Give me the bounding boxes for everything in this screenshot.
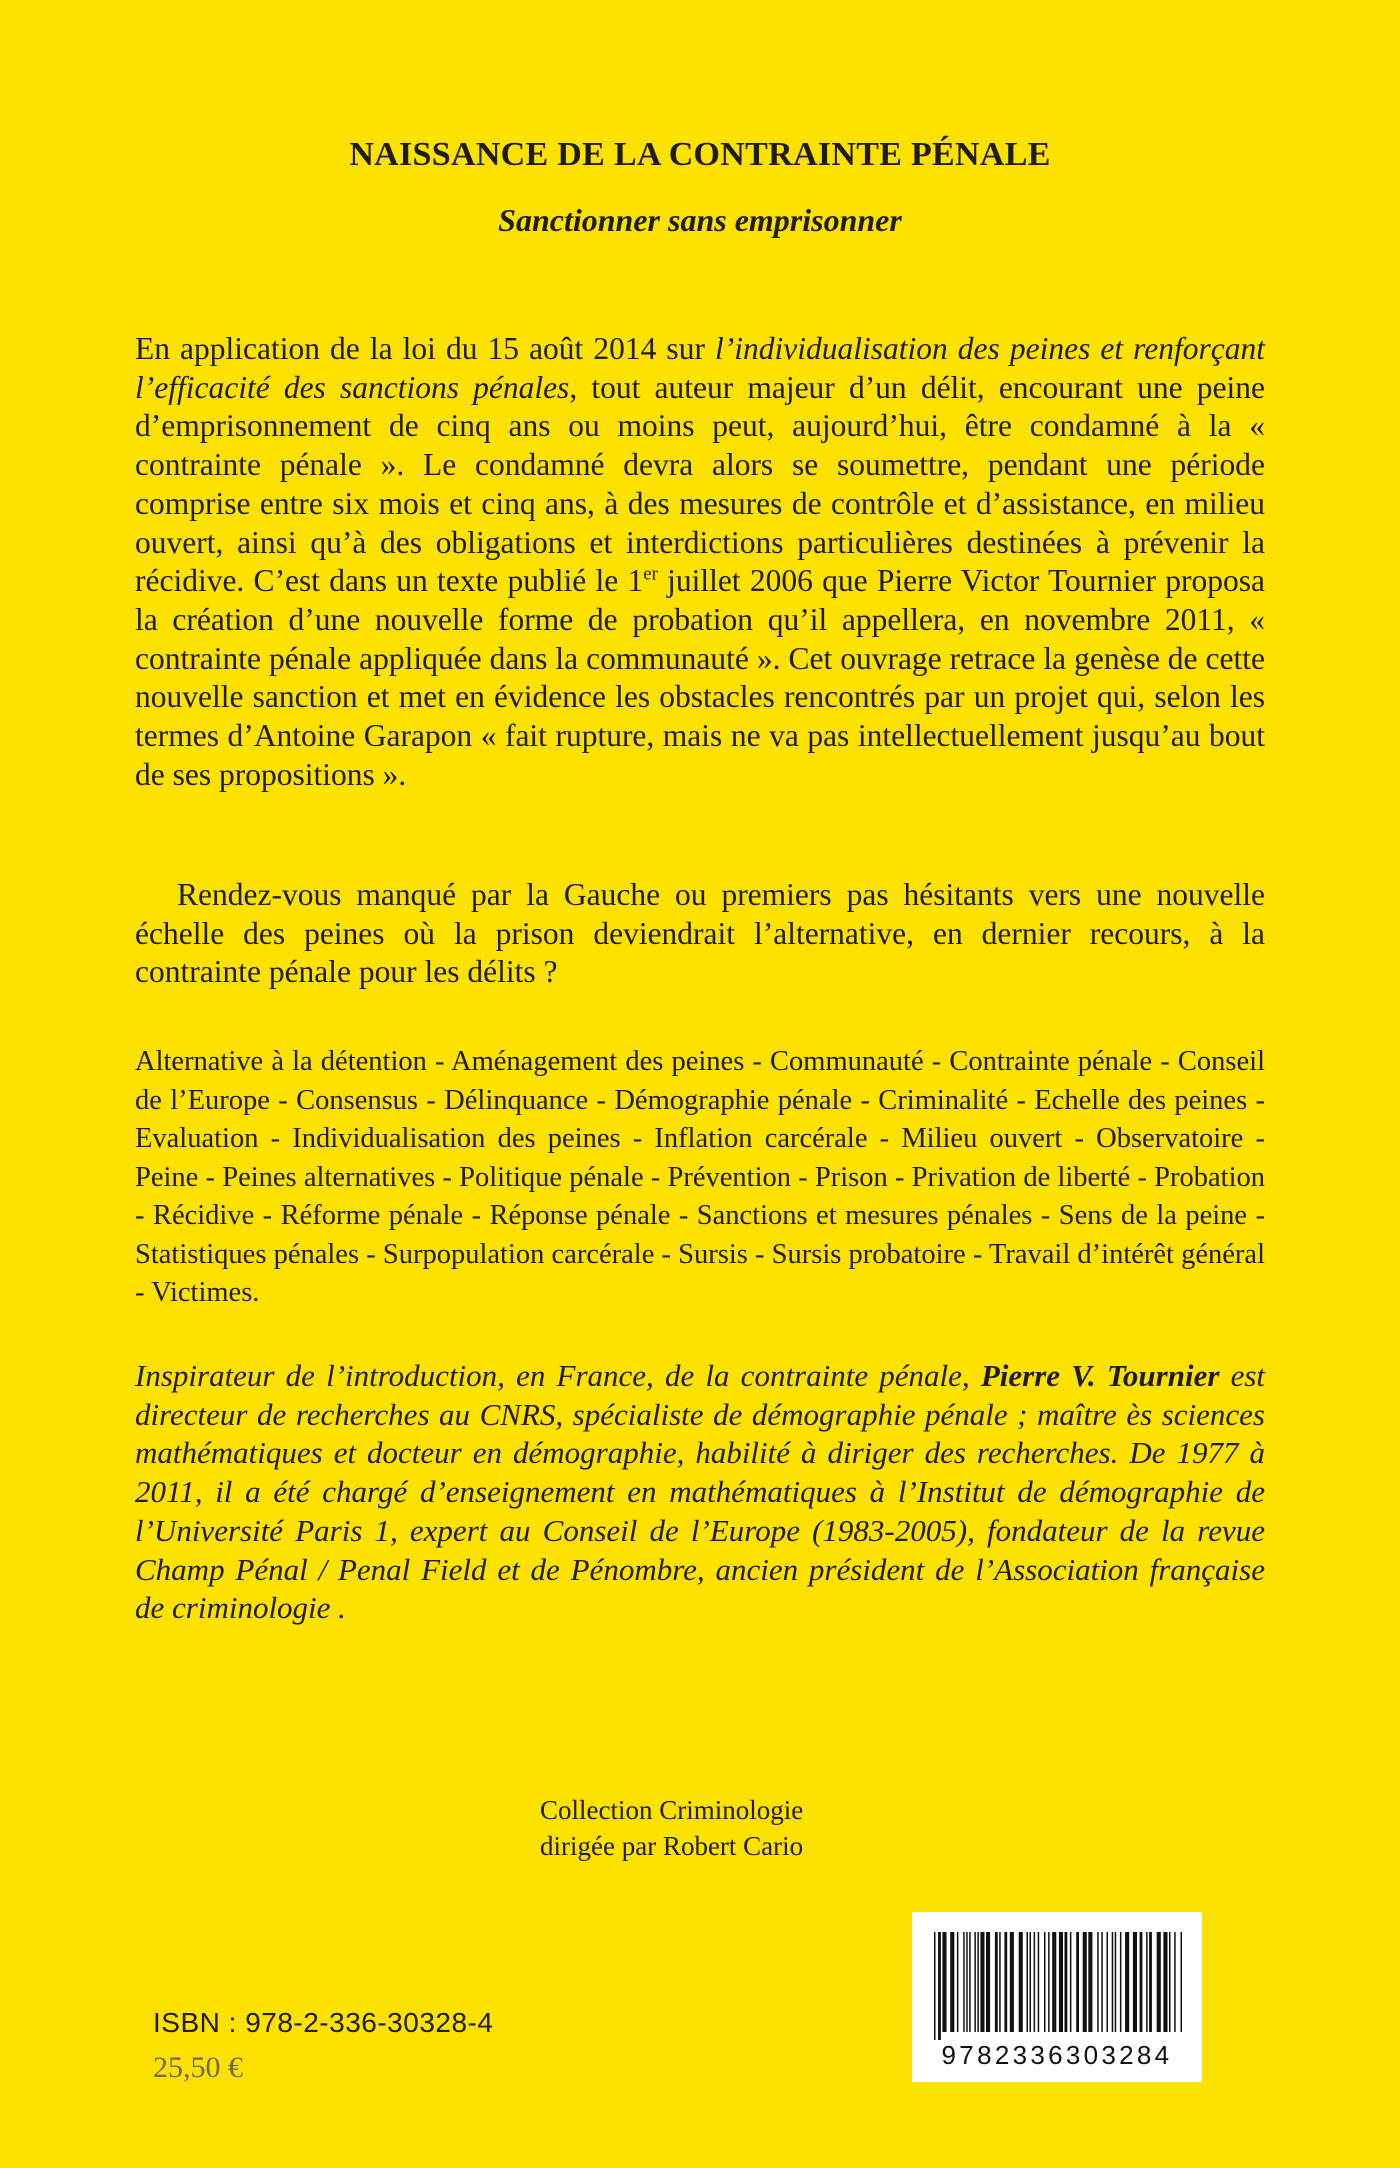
barcode-bar [977, 1932, 979, 2032]
barcode-bar [1101, 1932, 1103, 2032]
barcode-bar [1083, 1932, 1087, 2032]
barcode [912, 1912, 1202, 2082]
barcode-bar [980, 1932, 984, 2032]
barcode-bar [963, 1932, 965, 2032]
barcode-bar [1027, 1932, 1029, 2032]
barcode-bar [1088, 1932, 1092, 2032]
barcode-bar [1019, 1932, 1023, 2032]
author-bio [135, 1357, 1265, 1628]
barcode-bar [1010, 1932, 1014, 2032]
barcode-bar [1076, 1932, 1079, 2032]
barcode-bar [1038, 1932, 1040, 2032]
barcode-bar [1065, 1932, 1068, 2032]
collection-name: Collection Criminologie [540, 1795, 804, 1825]
barcode-bar [1070, 1932, 1072, 2032]
barcode-bar [1169, 1932, 1171, 2032]
bio-intro: Inspirateur de l’introduction, en France, de la contrainte pénale, [135, 1358, 981, 1393]
barcode-bar [1133, 1932, 1137, 2032]
barcode-bar [1052, 1932, 1056, 2032]
barcode-bar [934, 1932, 936, 2040]
barcode-bar [950, 1932, 954, 2032]
bio-text: est directeur de recherches au CNRS, spécialiste de démographie pénale ; maître ès sciences mathématiques et docteur en démographie, habilité à diriger des recherches. De 1977 à 2011, il a été chargé d’enseignement en mathématiques à l’Institut de démographie de l’Université Paris 1, expert au Conseil de l’Europe (1983-2005), fondateur de la revue Champ Pénal / Penal Field et de Pénombre, ancien président de l’Association française de criminologie . [135, 1358, 1265, 1626]
question-paragraph: Rendez-vous manqué par la Gauche ou premiers pas hésitants vers une nouvelle échelle des peines où la prison deviendrait l’alternative, en dernier recours, à la contrainte pénale pour les délits ? [135, 877, 1265, 990]
barcode-bar [974, 1932, 976, 2032]
barcode-bar [1149, 1932, 1152, 2032]
barcode-bar [1034, 1932, 1036, 2032]
barcode-bar [1181, 1932, 1183, 2032]
barcode-bar [1030, 1932, 1032, 2032]
collection-info [540, 1792, 940, 1864]
barcode-bar [957, 1932, 959, 2032]
summary-intro: En application de la loi du 15 août 2014 sur [135, 331, 715, 366]
barcode-bar [1004, 1932, 1007, 2032]
barcode-bar [1112, 1932, 1114, 2032]
author-name: Pierre V. Tournier [980, 1358, 1220, 1393]
barcode-bar [995, 1932, 998, 2032]
keywords-list: Alternative à la détention - Aménagement des peines - Communauté - Contrainte pénale - Conseil de l’Europe - Consensus - Délinquance - Démographie pénale - Criminalité - Echelle des peines - Evaluation - Individualisation des peines - Inflation carcérale - Milieu ouvert - Observatoire - Peine - Peines alternatives - Politique pénale - Prévention - Prison - Privation de liberté - Probation - Récidive - Réforme pénale - Réponse pénale - Sanctions et mesures pénales - Sens de la peine - Statistiques pénales - Surpopulation carcérale - Sursis - Sursis probatoire - Travail d’intérêt général - Victimes. [135, 1046, 1265, 1308]
barcode-bar [1048, 1932, 1050, 2032]
barcode-bar [942, 1932, 946, 2032]
barcode-bar [1146, 1932, 1148, 2032]
barcode-bar [1125, 1932, 1129, 2032]
summary-text-b: juillet 2006 que Pierre Victor Tournier proposa la création d’une nouvelle forme de probation qu’il appellera, en novembre 2011, « contrainte pénale appliquée dans la communauté ». Cet ouvrage retrace la genèse de cette nouvelle sanction et met en évidence les obstacles rencontrés par un projet qui, selon les termes d’Antoine Garapon « fait rupture, mais ne va pas intellectuellement jusqu’au bout de ses propositions ». [135, 563, 1265, 792]
barcode-bar [1120, 1932, 1122, 2032]
isbn-label: ISBN : 978-2-336-30328-4 [153, 2007, 494, 2038]
summary-text-a: , tout auteur majeur d’un délit, encourant une peine d’emprisonnement de cinq ans ou moins peut, aujourd’hui, être condamné à la « contrainte pénale ». Le condamné devra alors se soumettre, pendant une période comprise entre six mois et cinq ans, à des mesures de contrôle et d’assistance, en milieu ouvert, ainsi qu’à des obligations et interdictions particulières destinées à prévenir la récidive. C’est dans un texte publié le [135, 369, 1265, 599]
price-label: 25,50 € [153, 2051, 243, 2084]
summary-paragraph [135, 330, 1265, 794]
barcode-bar [1097, 1932, 1099, 2032]
date-superscript: er [643, 563, 658, 585]
date-number: 1 [627, 563, 644, 599]
barcode-bar [1140, 1932, 1143, 2032]
law-title: l’individualisation des peines et renforçant l’efficacité des sanctions pénales [135, 331, 1265, 405]
barcode-bar [969, 1932, 971, 2032]
barcode-bar [986, 1932, 990, 2032]
barcode-bar [1174, 1932, 1176, 2032]
barcode-bar [1044, 1932, 1046, 2032]
barcode-bar [1107, 1932, 1109, 2032]
barcode-bar [1163, 1932, 1167, 2032]
barcode-bar [966, 1932, 968, 2032]
barcode-bar [1059, 1932, 1063, 2032]
barcode-bar [1115, 1932, 1117, 2032]
barcode-digits: 9782336303284 [941, 2040, 1173, 2070]
book-subtitle: Sanctionner sans emprisonner [498, 202, 902, 238]
barcode-bars [912, 1912, 1202, 2042]
collection-director: dirigée par Robert Cario [540, 1831, 804, 1861]
book-title: NAISSANCE DE LA CONTRAINTE PÉNALE [349, 136, 1051, 173]
barcode-bar [999, 1932, 1001, 2032]
barcode-bar [1157, 1932, 1161, 2032]
barcode-bar [938, 1932, 941, 2040]
